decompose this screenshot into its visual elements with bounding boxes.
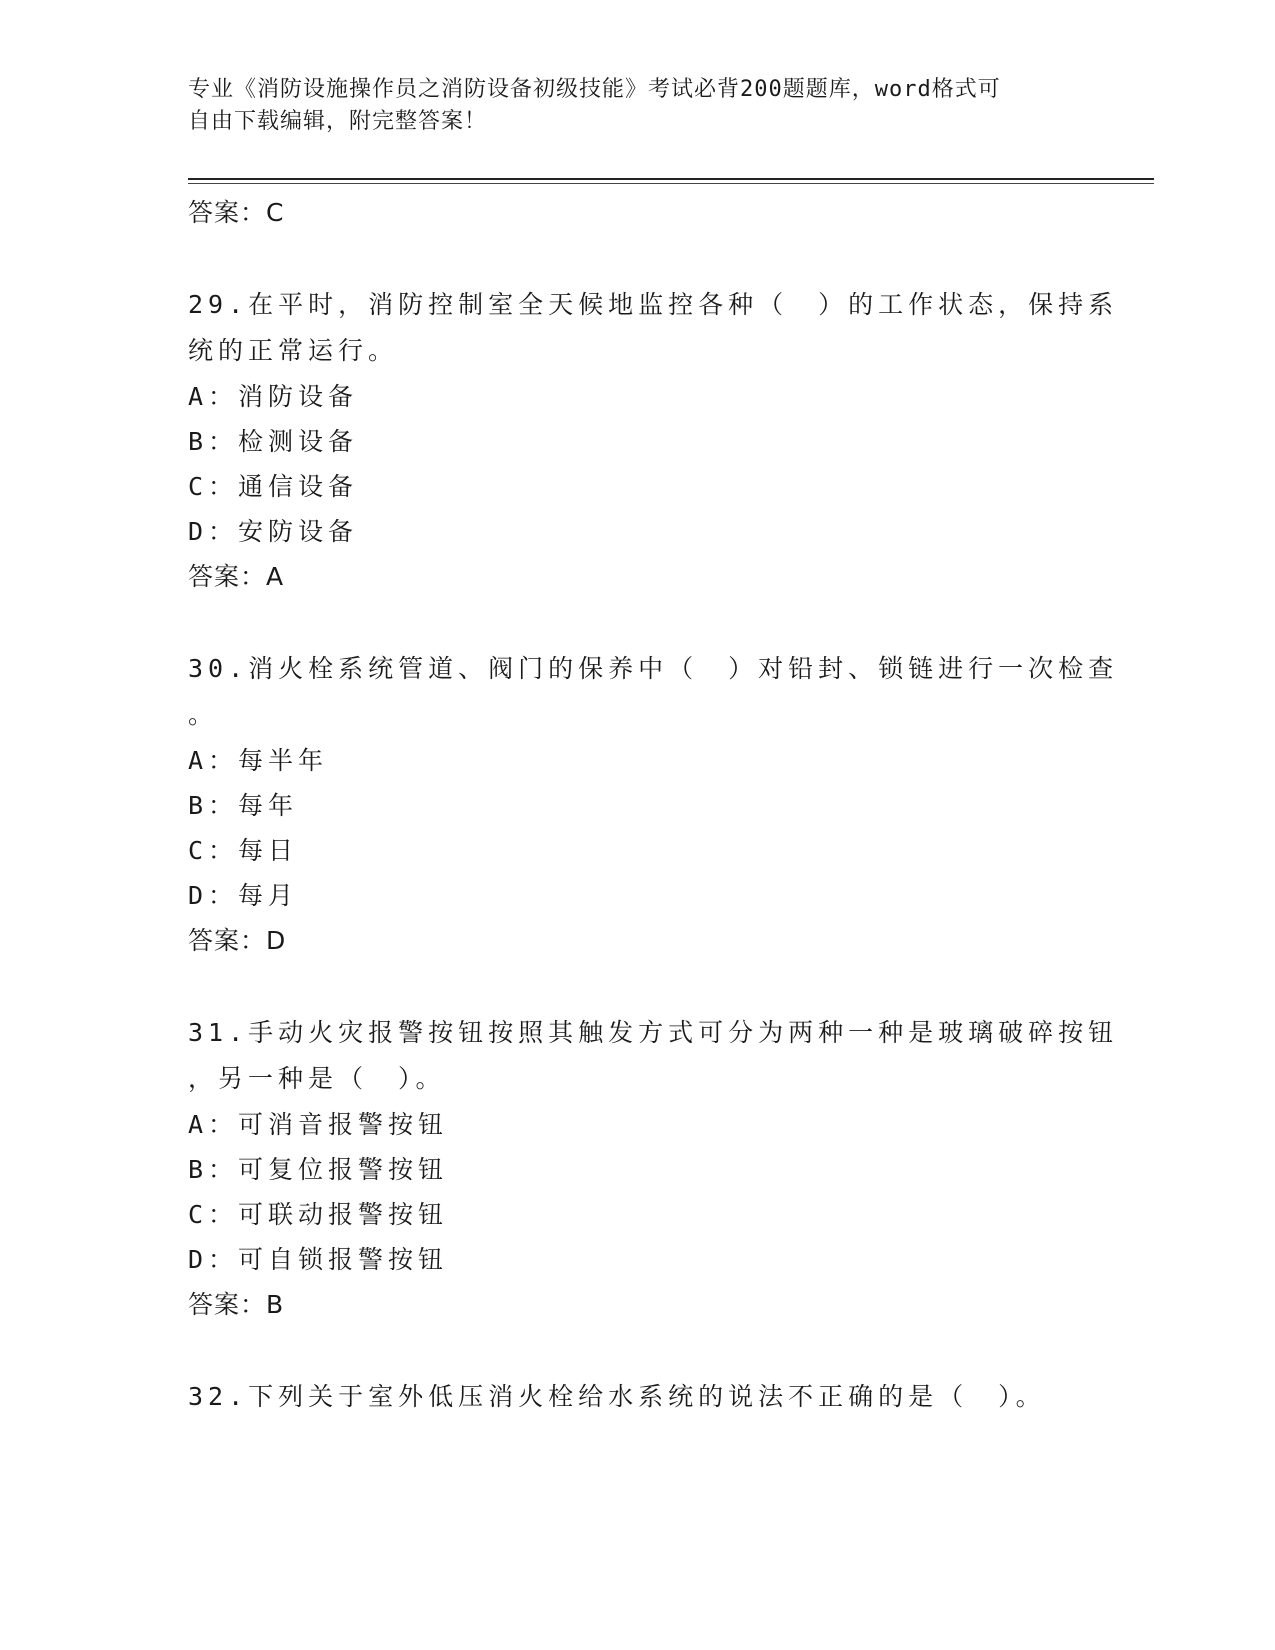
question-block-29 <box>188 282 1119 600</box>
spacer <box>188 1328 1068 1374</box>
question-text: 统的正常运行。 <box>188 336 399 365</box>
question-text: 31.手动火灾报警按钮按照其触发方式可分为两种一种是玻璃破碎按钮 <box>188 1018 1119 1047</box>
option-c: C：每日 <box>188 836 299 865</box>
option-d: D：安防设备 <box>188 517 359 546</box>
question-text: 32.下列关于室外低压消火栓给水系统的说法不正确的是（ ）。 <box>188 1382 1046 1411</box>
question-text: 30.消火栓系统管道、阀门的保养中（ ）对铅封、锁链进行一次检查 <box>188 654 1119 683</box>
question-block-32 <box>188 1374 1068 1420</box>
question-text: ，另一种是（ ）。 <box>188 1064 446 1093</box>
spacer <box>188 964 1068 1010</box>
spacer <box>188 600 1068 646</box>
answer-line: 答案：C <box>188 198 285 227</box>
question-list <box>188 190 1119 1420</box>
question-block-30 <box>188 646 1119 964</box>
document-header <box>188 74 1088 138</box>
question-text: 29.在平时，消防控制室全天候地监控各种（ ）的工作状态，保持系 <box>188 290 1119 319</box>
option-b: B：检测设备 <box>188 427 359 456</box>
option-d: D：可自锁报警按钮 <box>188 1245 449 1274</box>
option-b: B：每年 <box>188 791 299 820</box>
spacer <box>188 236 1068 282</box>
question-block-31 <box>188 1010 1119 1328</box>
header-divider-thin <box>188 183 1154 184</box>
answer-line: 答案：B <box>188 1290 285 1319</box>
option-d: D：每月 <box>188 881 299 910</box>
option-c: C：通信设备 <box>188 472 359 501</box>
header-divider-thick <box>188 178 1154 180</box>
header-line-2: 自由下载编辑，附完整答案！ <box>188 109 488 134</box>
option-c: C：可联动报警按钮 <box>188 1200 449 1229</box>
option-a: A：消防设备 <box>188 382 359 411</box>
answer-line: 答案：D <box>188 926 287 955</box>
option-b: B：可复位报警按钮 <box>188 1155 449 1184</box>
header-line-1: 专业《消防设施操作员之消防设备初级技能》考试必背200题题库，word格式可 <box>188 77 1001 102</box>
question-text: 。 <box>188 700 219 729</box>
option-a: A：可消音报警按钮 <box>188 1110 449 1139</box>
answer-line: 答案：A <box>188 562 285 591</box>
option-a: A：每半年 <box>188 746 329 775</box>
